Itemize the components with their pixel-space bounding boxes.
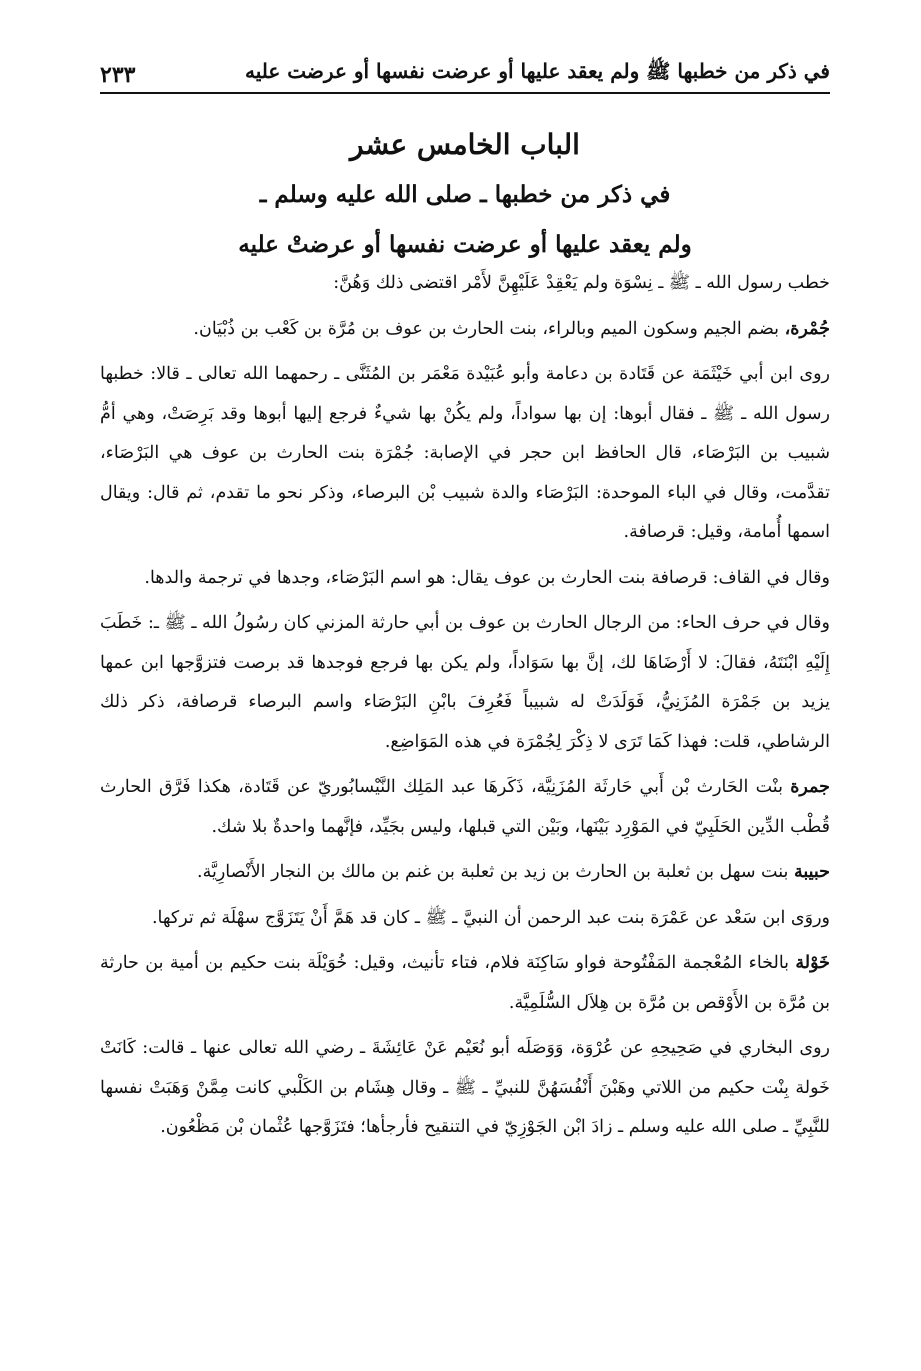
paragraph bbox=[100, 355, 830, 553]
running-title: في ذكر من خطبها ﷺ ولم يعقد عليها أو عرضت نفسها أو عرضت عليه bbox=[245, 59, 830, 83]
chapter-heading bbox=[100, 120, 830, 270]
paragraph-lead: حبيبة bbox=[793, 862, 830, 882]
chapter-subtitle-1: في ذكر من خطبها ـ صلى الله عليه وسلم ـ bbox=[259, 181, 671, 208]
paragraph bbox=[100, 559, 830, 599]
chapter-subtitle-2: ولم يعقد عليها أو عرضت نفسها أو عرضتْ عليه bbox=[238, 231, 692, 258]
chapter-title: الباب الخامس عشر bbox=[350, 128, 580, 161]
paragraph-text: بنت سهل بن ثعلبة بن الحارث بن زيد بن ثعلبة بن غنم بن مالك بن النجار الأَنْصارِيَّة. bbox=[197, 862, 794, 882]
paragraph-text: وقال في حرف الحاء: من الرجال الحارث بن عوف بن أبي حارثة المزني كان رسُولُ الله ـ ﷺ ـ: خَطَبَ إِلَيْهِ ابْنَتَهُ، فقالَ: لا أَرْضَاهَا لك، إنَّ بها سَوَاداً، ولم يكن بها فرجع فوجدها قد برصت فتزوَّجها ابن عمها يزيد بن جَمْرَة المُزَنِيُّ، فَوَلَدَتْ له شبيباً فَعُرِفَ بابْنِ البَرْصَاء واسم البرصاء قرصافة، ذكر ذلك الرشاطي، قلت: فهذا كَمَا تَرَى لا ذِكْرَ لِجُمْرَة في هذه المَوَاضِع. bbox=[100, 613, 830, 752]
paragraph bbox=[100, 899, 830, 939]
paragraph bbox=[100, 944, 830, 1023]
paragraph bbox=[100, 1029, 830, 1148]
paragraph bbox=[100, 310, 830, 350]
paragraph-text: بضم الجيم وسكون الميم وبالراء، بنت الحارث بن عوف بن مُرَّة بن كَعْب بن ذُبْيَان. bbox=[193, 318, 785, 339]
paragraph-lead: خَوْلة bbox=[795, 953, 830, 973]
paragraph-lead: جُمْرة، bbox=[784, 318, 830, 339]
paragraph bbox=[100, 264, 830, 304]
body-text bbox=[100, 264, 830, 1154]
paragraph-lead: جمرة bbox=[790, 777, 830, 797]
paragraph-text: روى البخاري في صَحِيحِهِ عن عُرْوَة، وَوَصَلَه أبو نُعَيْم عَنْ عَائِشَةَ ـ رضي الله تعالى عنها ـ قالت: كَانَتْ خَولة بِنْت حكيم من اللاتي وهَبْنَ أَنْفُسَهُنَّ للنبيِّ ـ ﷺ ـ وقال هِشَام بن الكَلْبي كانت مِمَّنْ وَهَبَتْ نفسها للنَّبِيِّ ـ صلى الله عليه وسلم ـ زادَ ابْن الجَوْزِيّ في التنقيح فأرجأها؛ فتَزَوَّجها عُثْمان بْن مَظْعُون. bbox=[100, 1038, 830, 1137]
paragraph bbox=[100, 604, 830, 762]
paragraph-text: خطب رسول الله ـ ﷺ ـ نِسْوَة ولم يَعْقِدْ عَلَيْهِنَّ لأَمْر اقتضى ذلك وَهُنَّ: bbox=[333, 273, 830, 293]
book-page bbox=[100, 58, 830, 1358]
paragraph-text: بالخاء المُعْجمة المَفْتُوحة فواو سَاكِنَة فلام، فتاء تأنيث، وقيل: خُوَيْلَة بنت حكيم بن أمية بن حارثة بن مُرَّة بن الأَوْقص بن مُرَّة بن هِلاَل السُّلَمِيَّة. bbox=[100, 953, 830, 1013]
paragraph-text: وقال في القاف: قرصافة بنت الحارث بن عوف يقال: هو اسم البَرْصَاء، وجدها في ترجمة والدها. bbox=[144, 567, 830, 588]
paragraph bbox=[100, 768, 830, 847]
paragraph-text: بنْت الحَارث بْن أَبي حَارثَة المُزَنِيَّة، ذَكَرهَا عبد المَلِك النَّيْسابُوريّ عن قَتَادة، هكذا فَرَّق الحارث قُطْب الدِّين الحَلَبِيّ في المَوْرِد بَيْنَها، وبَيْن التي قبلها، وليس بجَيِّد، فإنَّهما واحدةٌ بلا شك. bbox=[100, 777, 830, 837]
paragraph-text: وروَى ابن سَعْد عن عَمْرَة بنت عبد الرحمن أن النبيَّ ـ ﷺ ـ كان قد هَمَّ أَنْ يَتَزَوَّج سهْلَة ثم تركها. bbox=[151, 907, 830, 928]
page-number: ٢٣٣ bbox=[100, 62, 136, 88]
running-header bbox=[100, 58, 830, 94]
paragraph-text: روى ابن أبي خَيْثَمَة عن قَتَادة بن دعامة وأبو عُبَيْدة مَعْمَر بن المُثَنَّى ـ رحمهما الله تعالى ـ قالا: خطبها رسول الله ـ ﷺ ـ فقال أبوها: إن بها سواداً، ولم يكُنْ بها شيءٌ فرجع إليها أبوها وقد بَرِصَتْ، وهي أمُّ شبيب بن البَرْصَاء، قال الحافظ ابن حجر في الإصابة: جُمْرَة بنت الحارث بن عوف هي البَرْصَاء، تقدَّمت، وقال في الباء الموحدة: البَرْصَاء والدة شبيب بْن البرصاء، وذكر نحو ما تقدم، ثم قال: ويقال اسمها أُمامة، وقيل: قرصافة. bbox=[100, 364, 830, 542]
paragraph bbox=[100, 853, 830, 893]
